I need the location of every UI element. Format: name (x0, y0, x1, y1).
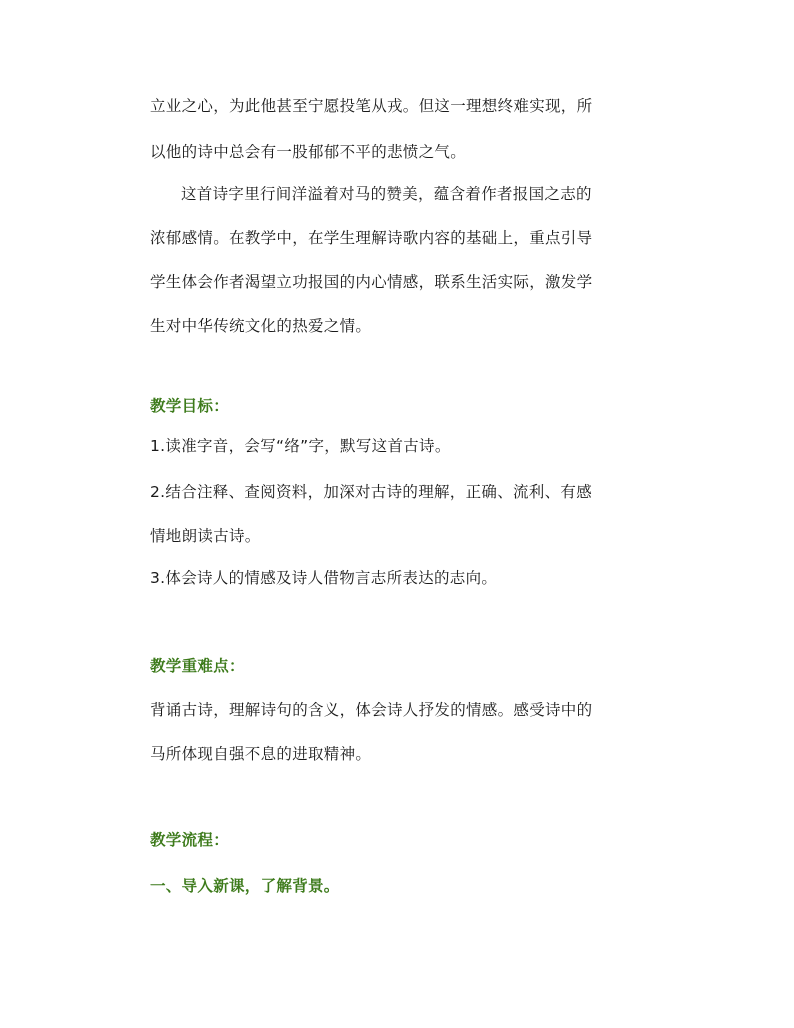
keypoints-line-1: 背诵古诗，理解诗句的含义，体会诗人抒发的情感。感受诗中的 (150, 701, 593, 719)
analysis-line-2: 浓郁感情。在教学中，在学生理解诗歌内容的基础上，重点引导 (150, 229, 593, 247)
analysis-line-1: 这首诗字里行间洋溢着对马的赞美，蕴含着作者报国之志的 (181, 185, 592, 203)
analysis-line-3: 学生体会作者渴望立功报国的内心情感，联系生活实际，激发学 (150, 273, 593, 291)
goal-item-2: 2.结合注释、查阅资料，加深对古诗的理解，正确、流利、有感 (150, 483, 592, 501)
intro-line-2: 以他的诗中总会有一股郁郁不平的悲愤之气。 (150, 143, 467, 161)
keypoints-heading: 教学重难点： (150, 657, 245, 675)
intro-line-1: 立业之心，为此他甚至宁愿投笔从戎。但这一理想终难实现，所 (150, 97, 593, 115)
goal-item-1: 1.读准字音，会写“络”字，默写这首古诗。 (150, 437, 451, 455)
goals-heading: 教学目标： (150, 397, 230, 415)
goal-item-3: 3.体会诗人的情感及诗人借物言志所表达的志向。 (150, 569, 498, 587)
keypoints-line-2: 马所体现自强不息的进取精神。 (150, 745, 372, 763)
analysis-line-4: 生对中华传统文化的热爱之情。 (150, 317, 372, 335)
process-step-1-heading: 一、导入新课，了解背景。 (150, 877, 340, 895)
process-heading: 教学流程： (150, 831, 230, 849)
goal-item-2-continued: 情地朗读古诗。 (150, 527, 261, 545)
